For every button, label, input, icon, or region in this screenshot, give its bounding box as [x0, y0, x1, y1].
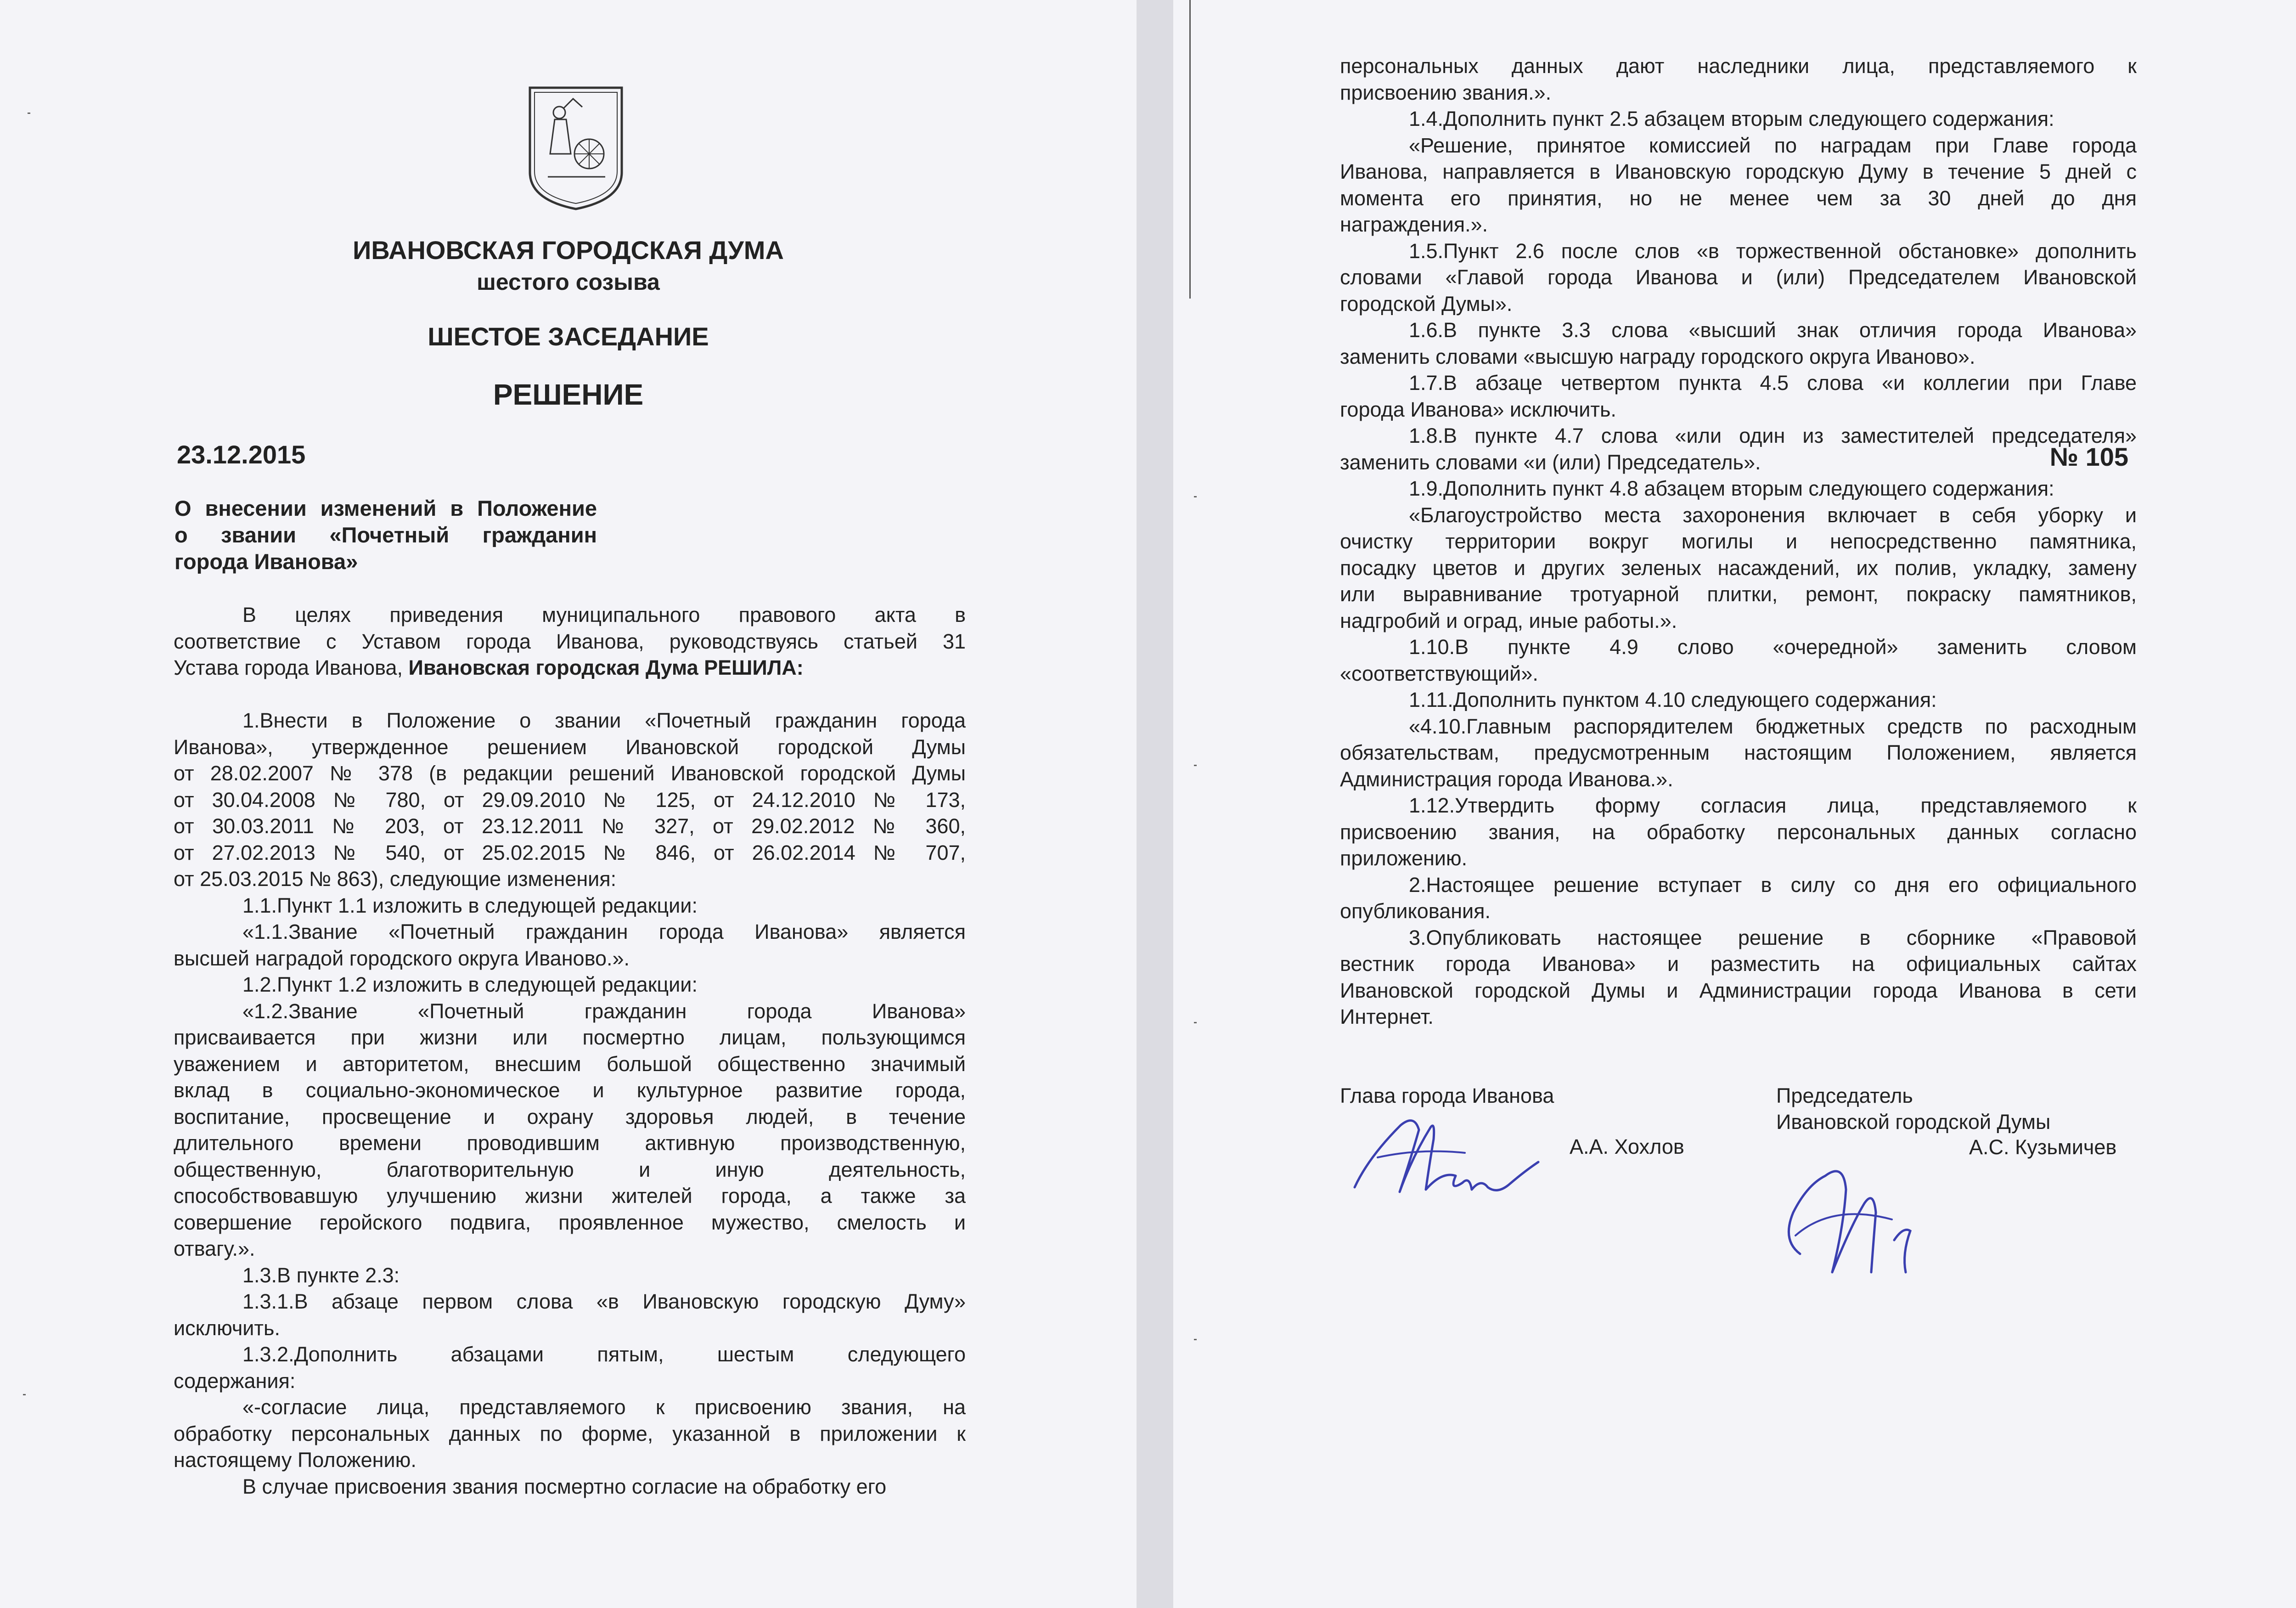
body-line: приложению. [1340, 846, 1468, 870]
session-title: ШЕСТОЕ ЗАСЕДАНИЕ [428, 322, 709, 351]
body-line: присвоению звания, на обработку персональных данных согласно [1340, 820, 2137, 844]
body-line: отвагу.». [174, 1237, 255, 1260]
document-date: 23.12.2015 [177, 440, 306, 469]
body-line: 3.Опубликовать настоящее решение в сборнике «Правовой [1409, 925, 2137, 949]
body-line: от 30.04.2008 № 780, от 29.09.2010 № 125, от 24.12.2010 № 173, [174, 788, 966, 812]
org-title: ИВАНОВСКАЯ ГОРОДСКАЯ ДУМА [353, 236, 784, 265]
body-line: Интернет. [1340, 1005, 1434, 1028]
body-line: 1.11.Дополнить пунктом 4.10 следующего содержания: [1409, 688, 1937, 711]
scan-speck [1194, 1022, 1197, 1023]
body-line: 1.8.В пункте 4.7 слова «или один из заместителей председателя» [1409, 424, 2137, 447]
body-line: способствовавшую улучшению жизни жителей города, а также за [174, 1184, 966, 1207]
preamble-line: соответствие с Уставом города Иванова, руководствуясь статьей 31 [174, 629, 966, 653]
body-line: 1.7.В абзаце четвертом пункта 4.5 слова «и коллегии при Главе [1409, 371, 2137, 395]
body-line: посадку цветов и других зеленых насаждений, их полив, укладку, замену [1340, 556, 2137, 580]
body-line: очистку территории вокруг могилы и непосредственно памятника, [1340, 530, 2137, 553]
preamble-line [174, 654, 966, 681]
body-line: от 25.03.2015 № 863), следующие изменения: [174, 867, 617, 891]
body-line: Администрация города Иванова.». [1340, 767, 1673, 791]
body-line: словами «Главой города Иванова и (или) Председателем Ивановской [1340, 265, 2137, 289]
scan-speck [1194, 496, 1197, 497]
body-line: 1.4.Дополнить пункт 2.5 абзацем вторым следующего содержания: [1409, 107, 2054, 130]
body-line: вклад в социально-экономическое и культурное развитие города, [174, 1078, 966, 1102]
document-type: РЕШЕНИЕ [493, 378, 644, 411]
body-line: от 30.03.2011 № 203, от 23.12.2011 № 327, от 29.02.2012 № 360, [174, 814, 966, 838]
body-line: городской Думы». [1340, 292, 1513, 316]
signer-right-title-line: Ивановской городской Думы [1776, 1110, 2051, 1134]
body-line: присваивается при жизни или посмертно лицам, пользующимся [174, 1026, 966, 1049]
body-line: заменить словами «и (или) Председатель». [1340, 450, 1761, 474]
body-line: от 27.02.2013 № 540, от 25.02.2015 № 846, от 26.02.2014 № 707, [174, 841, 966, 864]
body-line: «Благоустройство места захоронения включает в себя уборку и [1409, 503, 2137, 527]
body-line: персональных данных дают наследники лица, представляемого к [1340, 54, 2137, 78]
body-line: Иванова», утвержденное решением Ивановской городской Думы [174, 735, 966, 759]
body-line: 1.5.Пункт 2.6 после слов «в торжественной обстановке» дополнить [1409, 239, 2137, 263]
right-page-body [1340, 53, 2137, 1030]
body-line: обязательствам, предусмотренным настоящим Положением, является [1340, 741, 2137, 764]
body-line: 2.Настоящее решение вступает в силу со дня его официального [1409, 873, 2137, 897]
scan-speck [28, 113, 30, 114]
scan-speck [23, 1394, 26, 1395]
body-line: 1.2.Пункт 1.2 изложить в следующей редакции: [242, 973, 698, 996]
body-line: «1.1.Звание «Почетный гражданин города Иванова» является [242, 920, 966, 943]
signer-left-title: Глава города Иванова [1340, 1084, 1554, 1107]
body-line: или выравнивание тротуарной плитки, ремонт, покраску памятников, [1340, 582, 2137, 606]
preamble-decision: Ивановская городская Дума РЕШИЛА: [408, 656, 804, 679]
scan-speck [1194, 765, 1197, 766]
body-line: момента его принятия, но не менее чем за 30 дней до дня [1340, 186, 2137, 210]
subject-line: о звании «Почетный гражданин [174, 523, 597, 547]
subject-line: О внесении изменений в Положение [174, 496, 597, 520]
body-line: 1.12.Утвердить форму согласия лица, представляемого к [1409, 794, 2137, 817]
body-line: города Иванова» исключить. [1340, 397, 1616, 421]
preamble-text: Устава города Иванова, [174, 656, 403, 679]
document-number: № 105 [2049, 442, 2128, 471]
body-line: 1.9.Дополнить пункт 4.8 абзацем вторым следующего содержания: [1409, 477, 2054, 500]
body-line: исключить. [174, 1316, 280, 1340]
body-line: Иванова, направляется в Ивановскую городскую Думу в течение 5 дней с [1340, 160, 2137, 183]
handwritten-signature-left [1350, 1107, 1543, 1208]
body-line: В случае присвоения звания посмертно согласие на обработку его [242, 1474, 887, 1498]
signer-right-title [1776, 1083, 2050, 1135]
body-line: 1.10.В пункте 4.9 слово «очередной» заменить словом [1409, 635, 2137, 659]
body-line: заменить словами «высшую награду городского округа Иваново». [1340, 344, 1975, 368]
left-page-body [174, 602, 966, 1500]
body-line: 1.3.2.Дополнить абзацами пятым, шестым следующего [242, 1343, 966, 1366]
body-line: 1.Внести в Положение о звании «Почетный гражданин города [242, 709, 966, 732]
body-line: содержания: [174, 1369, 296, 1393]
body-line: 1.3.В пункте 2.3: [242, 1263, 400, 1287]
body-line: 1.1.Пункт 1.1 изложить в следующей редакции: [242, 893, 698, 917]
body-line: опубликования. [1340, 899, 1491, 923]
handwritten-signature-right [1782, 1134, 1947, 1286]
signer-right-name: А.С. Кузьмичев [1969, 1135, 2117, 1159]
body-line: «1.2.Звание «Почетный гражданин города Иванова» [242, 999, 966, 1023]
body-line: совершение геройского подвига, проявленное мужество, смелость и [174, 1210, 966, 1234]
convocation: шестого созыва [477, 269, 660, 295]
body-line: Ивановской городской Думы и Администрации города Иванова в сети [1340, 978, 2137, 1002]
preamble-line: В целях приведения муниципального правового акта в [242, 603, 966, 626]
body-line: «Решение, принятое комиссией по наградам при Главе города [1409, 133, 2137, 157]
scan-speck [1194, 1339, 1197, 1340]
body-line: от 28.02.2007 № 378 (в редакции решений Ивановской городской Думы [174, 762, 966, 785]
body-line: общественную, благотворительную и иную деятельность, [174, 1157, 966, 1181]
fold-line [1189, 0, 1191, 299]
body-line: настоящему Положению. [174, 1448, 416, 1472]
body-line: вестник города Иванова» и разместить на официальных сайтах [1340, 952, 2137, 976]
signer-right-title-line: Председатель [1776, 1084, 1913, 1107]
body-line: надгробий и оград, иные работы.». [1340, 609, 1677, 632]
body-line: «4.10.Главным распорядителем бюджетных средств по расходным [1409, 714, 2137, 738]
body-line: 1.3.1.В абзаце первом слова «в Ивановскую городскую Думу» [242, 1290, 966, 1313]
body-line: высшей наградой городского округа Иваново.». [174, 946, 630, 970]
city-emblem-icon [527, 85, 625, 211]
body-line: «соответствующий». [1340, 661, 1538, 685]
body-line: длительного времени проводившим активную производственную, [174, 1131, 966, 1155]
body-line: уважением и авторитетом, внесшим большой общественно значимый [174, 1052, 966, 1076]
subject-line: города Иванова» [174, 549, 358, 574]
document-subject [174, 495, 597, 575]
page-gutter [1137, 0, 1173, 1608]
body-line: обработку персональных данных по форме, указанной в приложении к [174, 1422, 966, 1445]
body-line: 1.6.В пункте 3.3 слова «высший знак отличия города Иванова» [1409, 318, 2137, 342]
body-line: присвоению звания.». [1340, 80, 1552, 104]
body-line: воспитание, просвещение и охрану здоровья людей, в течение [174, 1105, 966, 1128]
body-line: «-согласие лица, представляемого к присвоению звания, на [242, 1395, 966, 1419]
body-line: награждения.». [1340, 213, 1488, 236]
signer-left-name: А.А. Хохлов [1570, 1135, 1684, 1158]
